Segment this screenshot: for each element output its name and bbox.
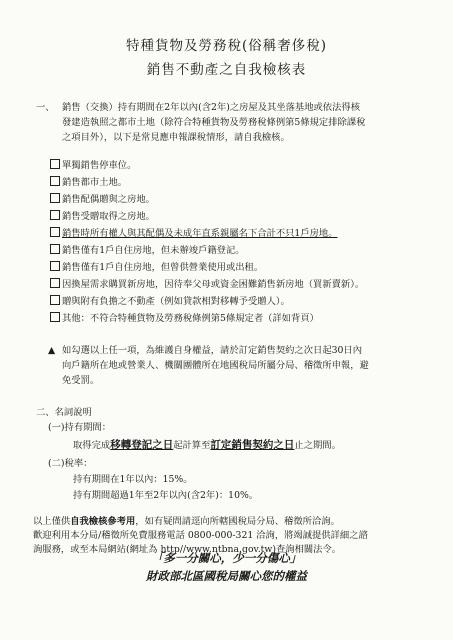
checkbox-icon[interactable]: [50, 176, 60, 186]
checkbox-icon[interactable]: [50, 261, 60, 271]
footer-line3: 詢服務，或至本局網站(網址為 http//www.ntbna.gov.tw)查詢相關法令。: [33, 544, 342, 555]
section2-heading: 二、名詞說明: [36, 407, 92, 418]
checklist-item[interactable]: 單獨銷售停車位。: [50, 158, 136, 173]
document-subtitle: 銷售不動產之自我檢核表: [146, 62, 307, 78]
note-line2: 向戶籍所在地或營業人、機關團體所在地國稅局所屬分局、稽徵所申報，避: [62, 360, 369, 371]
note-line1: 如勾選以上任一項，為維護自身權益，請於訂定銷售契約之次日起30日內: [62, 345, 363, 356]
footer-line1: 以上僅供自我檢核參考用，如有疑問請逕向所轄國稅局分局、稽徵所洽詢。: [33, 516, 340, 527]
checklist-item[interactable]: 銷售配偶贈與之房地。: [50, 192, 155, 207]
checklist-item[interactable]: 其他：不符合特種貨物及勞務稅條例第5條規定者（詳如背頁）: [50, 311, 319, 326]
checklist-item[interactable]: 銷售時所有權人與其配偶及未成年直系親屬名下合計不只1戶房地。: [50, 226, 338, 241]
tax-rate-heading: (二)稅率：: [48, 458, 93, 469]
tax-rate-2: 持有期間超過1年至2年以內(含2年)：10%。: [73, 490, 259, 501]
section1-intro-line2: 發建造執照之都市土地（除符合特種貨物及勞務稅條例第5條規定排除課稅: [62, 117, 366, 128]
holding-period-definition: 取得完成移轉登記之日起計算至訂定銷售契約之日止之期間。: [73, 439, 341, 451]
checkbox-icon[interactable]: [50, 210, 60, 220]
checkbox-icon[interactable]: [50, 227, 60, 237]
checkbox-icon[interactable]: [50, 312, 60, 322]
checklist-item[interactable]: 贈與附有負擔之不動產（例如貸款相對移轉予受贈人）。: [50, 294, 290, 309]
section1-number: 一、: [36, 102, 55, 113]
tax-rate-1: 持有期間在1年以內：15%。: [73, 474, 193, 485]
checklist-item[interactable]: 因換屋需求購買新房地，因待奉父母或資金困難銷售新房地（買新賣新）。: [50, 277, 364, 292]
checkbox-icon[interactable]: [50, 193, 60, 203]
document-title: 特種貨物及勞務稅(俗稱奢侈稅): [125, 38, 328, 54]
checklist-item[interactable]: 銷售都市土地。: [50, 175, 127, 190]
footer-line2: 歡迎利用本分局/稽徵所免費服務電話 0800-000-321 洽詢，將竭誠提供詳細之諮: [33, 530, 368, 541]
checklist-item[interactable]: 銷售受贈取得之房地。: [50, 209, 155, 224]
note-line3: 免受罰。: [62, 375, 100, 386]
checkbox-icon[interactable]: [50, 278, 60, 288]
slogan-line2: 財政部北區國稅局關心您的權益: [146, 569, 307, 583]
checkbox-icon[interactable]: [50, 244, 60, 254]
triangle-icon: ▲: [48, 345, 56, 356]
checklist-item[interactable]: 銷售僅有1戶自住房地，但曾供營業使用或出租。: [50, 260, 263, 275]
section1-intro-line1: 銷售（交換）持有期間在2年以內(含2年)之房屋及其坐落基地或依法得核: [62, 102, 360, 113]
section1-intro-line3: 之項目外），以下是常見應申報課稅情形，請自我檢核。: [62, 132, 290, 143]
slogan-line1: 「多一分關心，少一分傷心」: [151, 551, 302, 565]
checklist-item[interactable]: 銷售僅有1戶自住房地，但未辦竣戶籍登記。: [50, 243, 245, 258]
holding-period-heading: (一)持有期間：: [48, 422, 112, 433]
checkbox-icon[interactable]: [50, 159, 60, 169]
checkbox-icon[interactable]: [50, 295, 60, 305]
